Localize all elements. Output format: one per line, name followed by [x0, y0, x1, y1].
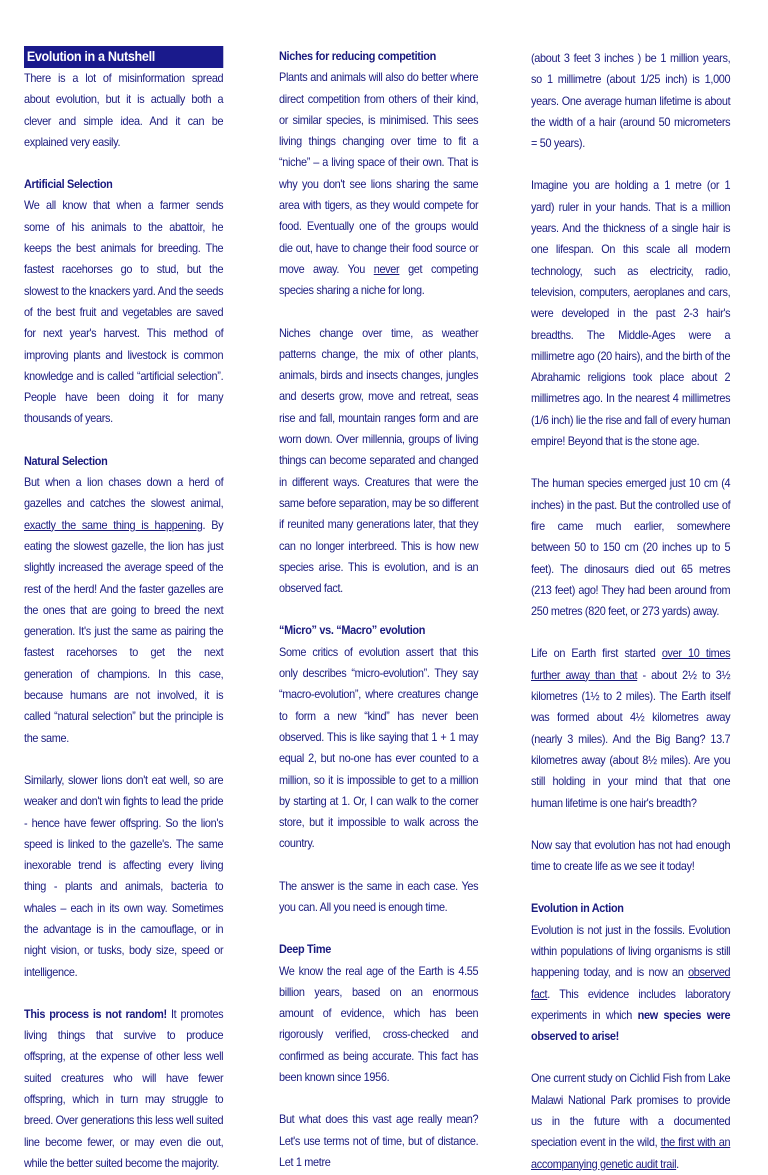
action-text-a: Evolution is not just in the fossils. Evolution within populations of living organisms is still happening today, and is now an: [531, 923, 731, 980]
niches-heading: Niches for reducing competition: [279, 50, 436, 63]
cichlid-text-b: .: [676, 1157, 679, 1171]
action-bold-text: new species were observed to arise!: [531, 1008, 731, 1044]
column-3: [531, 48, 730, 1175]
micro-macro-heading: “Micro” vs. “Macro” evolution: [279, 624, 426, 638]
intro-paragraph: There is a lot of misinformation spread about evolution, but it is actually both a clever and simple idea. And it can be explained very easily.: [24, 72, 224, 149]
artificial-selection-paragraph: We all know that when a farmer sends some of his animals to the abattoir, he keeps the best animals for breeding. The fastest racehorses go to stud, but the slowest to the knackers yard. And the seeds of the best fruit and vegetables are saved for next year's harvest. This method of improving plants and livestock is common knowledge and is called “artificial selection”. People have been doing it for many thousands of years.: [24, 199, 224, 426]
imagine-paragraph: Imagine you are holding a 1 metre (or 1 yard) ruler in your hands. That is a million years. And the thickness of a single hair is one lifespan. On this scale all modern technology, such as electricity, radio, television, computers, aeroplanes and cars, were developed in the past 2-3 hair's breadths. The Middle-Ages were a millimetre ago (20 hairs), and the birth of the Abrahamic religions took place about 2 millimetres ago. In the nearest 4 millimetres (1/6 inch) lie the rise and fall of every human empire! Beyond that is the stone age.: [531, 179, 731, 449]
human-species-paragraph: The human species emerged just 10 cm (4 inches) in the past. But the controlled use of fire came much earlier, somewhere between 50 to 150 cm (20 inches up to 5 feet). The dinosaurs died out 65 metres (213 feet) ago! They had been around from 250 metres (820 feet, or 273 yards) away.: [531, 477, 731, 619]
natural-selection-text-b: . By eating the slowest gazelle, the lion has just slightly increased the average speed of the rest of the herd! And the faster gazelles are the ones that are going to breed the next generation. It's just the same as pairing the fastest racehorses to get the next generation of champions. In this case, because humans are not involved, it is called “natural selection” but the principle is the same.: [24, 518, 224, 745]
niches-paragraph: [279, 67, 478, 301]
action-underlined: observed fact: [531, 966, 731, 1001]
similarly-paragraph: Similarly, slower lions don't eat well, so are weaker and don't win fights to lead the pride - hence have fewer offspring. So the lion's speed is linked to the gazelle's. The same inexorable trend is affecting every living thing - plants and animals, bacteria to whales – each in its own way. Sometimes the advantage is in the camouflage, or in night vision, or tusks, body size, speed or intelligence.: [24, 773, 224, 979]
life-text-b: - about 2½ to 3½ kilometres (1½ to 2 miles). The Earth itself was formed about 4½ kilometres away (nearly 3 miles). And the Big Bang? 13.7 kilometres away (about 8½ miles). Are you still holding in your mind that that one human lifetime is one hair's breadth?: [531, 668, 731, 810]
micro-macro-paragraph: Some critics of evolution assert that this only describes “micro-evolution”. They say “macro-evolution”, where creatures change to form a new “kind” has never been observed. This is like saying that 1 + 1 may equal 2, but no-one has ever counted to a million, so it is impossible to get to a million by starting at 1. Or, I can walk to the corner store, but it impossible to walk across the country.: [279, 645, 479, 851]
evolution-in-action-paragraph: [531, 920, 730, 1048]
natural-selection-heading: Natural Selection: [24, 454, 108, 468]
life-on-earth-paragraph: [531, 643, 730, 813]
deep-time-paragraph: We know the real age of the Earth is 4.55 billion years, based on an enormous amount of evidence, which has been rigorously verified, cross-checked and confirmed as being accurate. This fact has been known since 1956.: [279, 964, 479, 1085]
natural-selection-underlined: exactly the same thing is happening: [24, 518, 203, 532]
now-say-paragraph: Now say that evolution has not had enough time to create life as we see it today!: [531, 838, 731, 874]
column-2: [279, 46, 478, 1173]
process-text: It promotes living things that survive to produce offspring, at the expense of other less well suited creatures who will have fewer offspring, which in turn may struggle to breed. Over generations this less well suited line become fewer, or may even die out, while the better suited become the majority.: [24, 1007, 224, 1170]
process-bold-text: This process is not random!: [24, 1007, 167, 1021]
niches-change-paragraph: Niches change over time, as weather patterns change, the mix of other plants, animals, birds and insects changes, jungles and deserts grow, move and retreat, seas rise and fall, mountain ranges form and are worn down. Over millennia, groups of living things can become separated and changed in different ways. Creatures that were the same before separation, may be so different if reunited many generations later, that they can no longer interbreed. This is how new species arise. This is evolution, and is an observed fact.: [279, 326, 479, 596]
cichlid-text-a: One current study on Cichlid Fish from Lake Malawi National Park promises to provide us in the future with a documented speciation event in the wild,: [531, 1072, 731, 1150]
answer-paragraph: The answer is the same in each case. Yes you can. All you need is enough time.: [279, 879, 479, 914]
evolution-in-action-heading: Evolution in Action: [531, 902, 624, 916]
process-paragraph: [24, 1004, 223, 1174]
deep-time-heading: Deep Time: [279, 943, 331, 957]
column-1: [24, 46, 223, 1174]
action-text-b: . This evidence includes laboratory experiments in which: [531, 987, 731, 1022]
cichlid-paragraph: [531, 1068, 730, 1174]
artificial-selection-heading: Artificial Selection: [24, 178, 113, 192]
scale-continuation-paragraph: (about 3 feet 3 inches ) be 1 million years, so 1 millimetre (about 1/25 inch) is 1,000 years. One average human lifetime is about the width of a hair (around 50 micrometers = 50 years).: [531, 52, 731, 151]
niches-text-a: Plants and animals will also do better where direct competition from others of their kind, or similar species, is minimised. This sees living things changing over time to fit a “niche” – a living space of their own. That is why you don't see lions sharing the same area with tigers, as they would compete for food. Eventually one of the groups would die out, have to change their food source or move away. You: [279, 71, 479, 276]
natural-selection-paragraph: [24, 472, 223, 749]
natural-selection-text-a: But when a lion chases down a herd of gazelles and catches the slowest animal,: [24, 476, 224, 511]
cichlid-underlined: the first with an accompanying genetic audit trail: [531, 1136, 731, 1171]
life-underlined: over 10 times further away than that: [531, 647, 731, 682]
niches-underlined: never: [373, 262, 400, 276]
life-text-a: Life on Earth first started: [531, 647, 662, 661]
niches-text-b: get competing species sharing a niche for long.: [279, 262, 479, 298]
page-title: Evolution in a Nutshell: [24, 46, 223, 68]
but-what-paragraph: But what does this vast age really mean? Let's use terms not of time, but of distance. Let 1 metre: [279, 1113, 479, 1169]
